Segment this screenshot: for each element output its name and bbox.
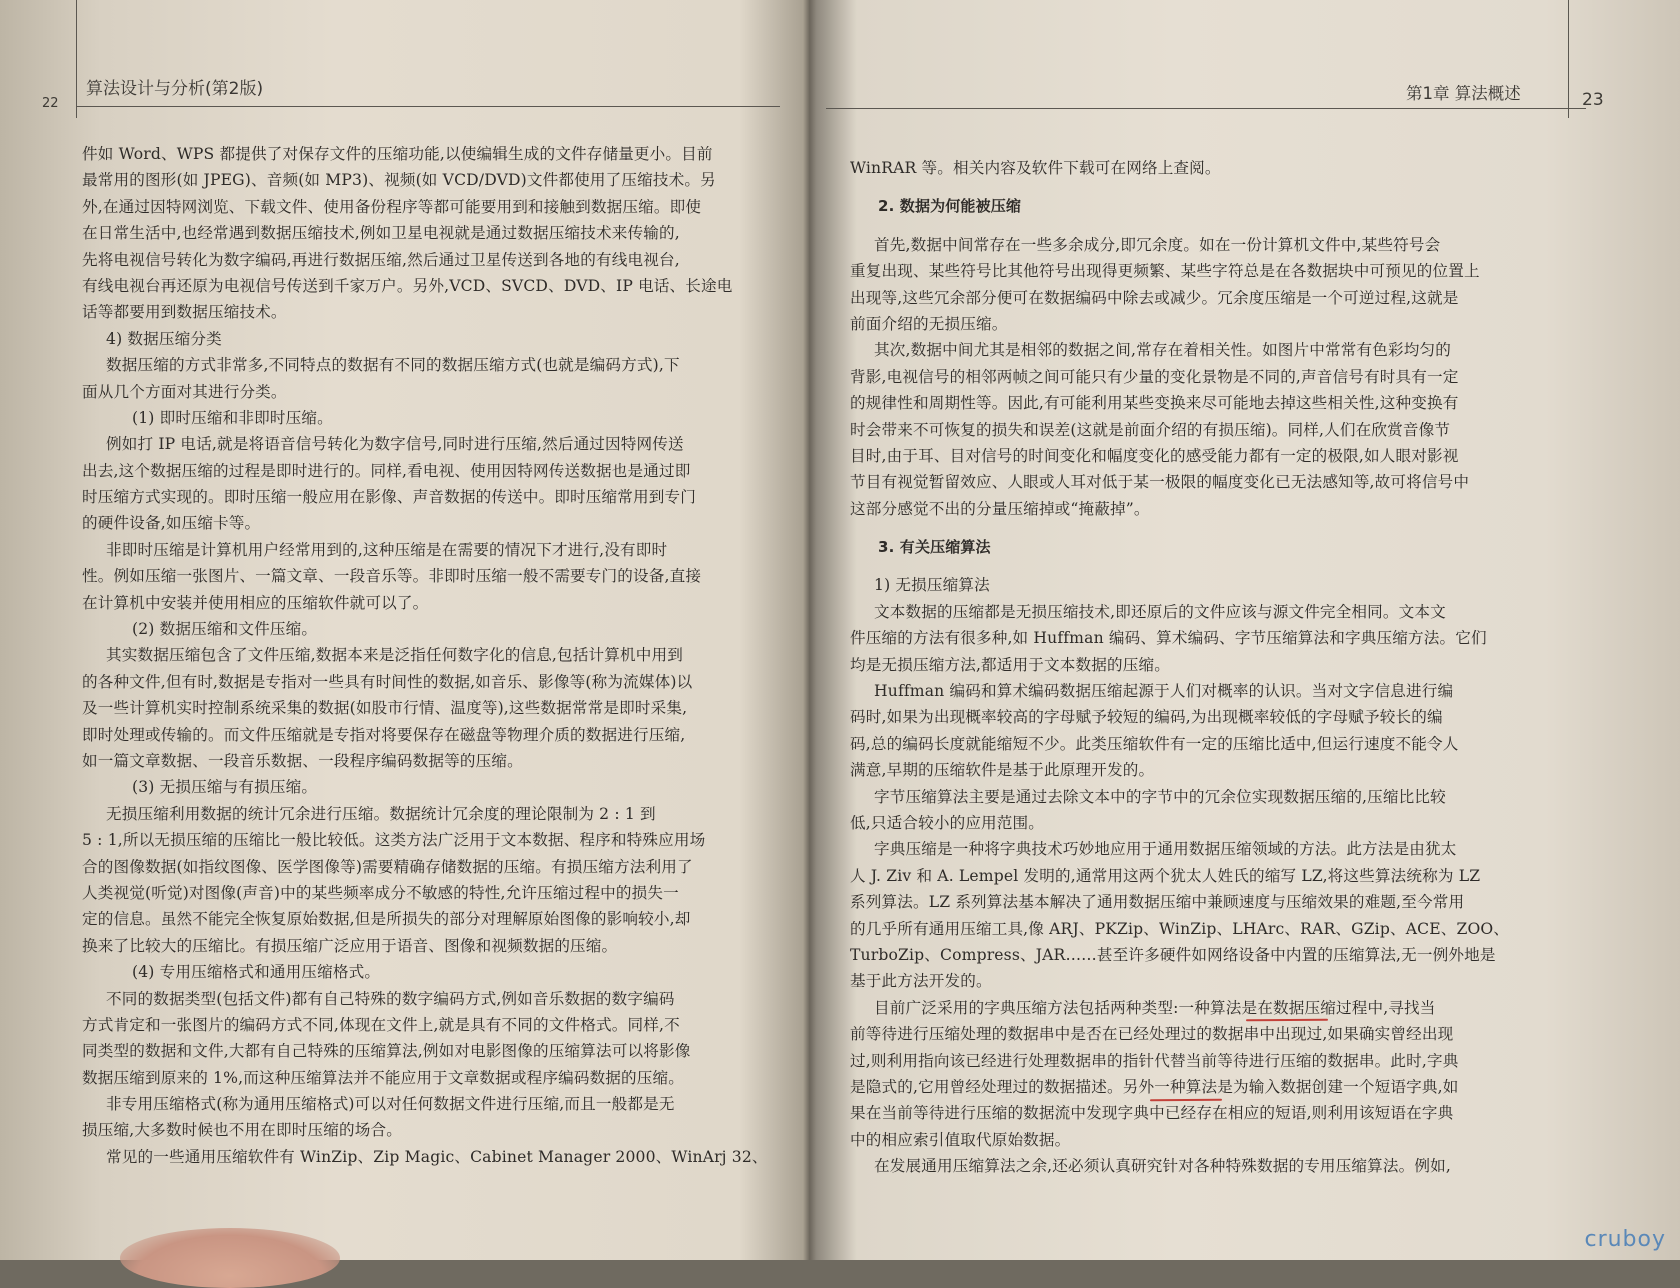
text-line: 是隐式的,它用曾经处理过的数据描述。另外一种算法是为输入数据创建一个短语字典,如 [850, 1077, 1459, 1096]
text-line: 及一些计算机实时控制系统采集的数据(如股市行情、温度等),这些数据常常是即时采集, [82, 699, 688, 718]
text-line: 均是无损压缩方法,都适用于文本数据的压缩。 [850, 655, 1170, 674]
text-line: 在发展通用压缩算法之余,还必须认真研究针对各种特殊数据的专用压缩算法。例如, [874, 1157, 1451, 1176]
text-line: 外,在通过因特网浏览、下载文件、使用备份程序等都可能要用到和接触到数据压缩。即使 [82, 197, 702, 216]
text-line: 过,则利用指向该已经进行处理数据串的指针代替当前等待进行压缩的数据串。此时,字典 [850, 1051, 1459, 1070]
text-line: (4) 专用压缩格式和通用压缩格式。 [132, 963, 381, 982]
text-line: 码,总的编码长度就能缩短不少。此类压缩软件有一定的压缩比适中,但运行速度不能令人 [850, 734, 1459, 753]
text-line: 满意,早期的压缩软件是基于此原理开发的。 [850, 761, 1155, 780]
text-line: 件压缩的方法有很多种,如 Huffman 编码、算术编码、字节压缩算法和字典压缩方法。它们 [850, 629, 1487, 648]
right-header-vertical-rule [1568, 0, 1569, 118]
text-line: 字节压缩算法主要是通过去除文本中的字节中的冗余位实现数据压缩的,压缩比比较 [874, 787, 1446, 806]
text-line: 首先,数据中间常存在一些多余成分,即冗余度。如在一份计算机文件中,某些符号会 [874, 235, 1441, 254]
text-line: 目时,由于耳、目对信号的时间变化和幅度变化的感受能力都有一定的极限,如人眼对影视 [850, 446, 1459, 465]
text-line: 果在当前等待进行压缩的数据流中发现字典中已经存在相应的短语,则利用该短语在字典 [850, 1104, 1454, 1123]
text-line: 面从几个方面对其进行分类。 [82, 382, 287, 401]
watermark-text: cruboy [1584, 1227, 1666, 1252]
text-line: 背影,电视信号的相邻两帧之间可能只有少量的变化景物是不同的,声音信号有时具有一定 [850, 367, 1459, 386]
text-line: (1) 即时压缩和非即时压缩。 [132, 408, 333, 427]
right-header-title: 第1章 算法概述 [1406, 84, 1521, 103]
text-line: 常见的一些通用压缩软件有 WinZip、Zip Magic、Cabinet Manager 2000、WinArj 32、 [106, 1147, 768, 1166]
text-line: 出去,这个数据压缩的过程是即时进行的。同样,看电视、使用因特网传送数据也是通过即 [82, 461, 691, 480]
text-line: 数据压缩到原来的 1%,而这种压缩算法并不能应用于文章数据或程序编码数据的压缩。 [82, 1068, 685, 1087]
finger-edge [120, 1228, 340, 1288]
text-line: Huffman 编码和算术编码数据压缩起源于人们对概率的认识。当对文字信息进行编 [874, 682, 1454, 701]
section-heading: 2. 数据为何能被压缩 [878, 197, 1022, 216]
right-header-rule [826, 108, 1586, 109]
text-line: 如一篇文章数据、一段音乐数据、一段程序编码数据等的压缩。 [82, 751, 523, 770]
text-line: 定的信息。虽然不能完全恢复原始数据,但是所损失的部分对理解原始图像的影响较小,却 [82, 910, 691, 929]
text-line: 字典压缩是一种将字典技术巧妙地应用于通用数据压缩领域的方法。此方法是由犹太 [874, 840, 1457, 859]
section-spacer [850, 560, 1572, 572]
text-line: (3) 无损压缩与有损压缩。 [132, 778, 318, 797]
text-line: 中的相应索引值取代原始数据。 [850, 1130, 1071, 1149]
text-line: 系列算法。LZ 系列算法基本解决了通用数据压缩中兼顾速度与压缩效果的难题,至今常用 [850, 893, 1465, 912]
left-header-vertical-rule [76, 0, 77, 118]
right-page-number: 23 [1582, 90, 1604, 110]
right-page-body [850, 155, 1572, 1179]
text-line: WinRAR 等。相关内容及软件下载可在网络上查阅。 [850, 159, 1221, 177]
text-line: (2) 数据压缩和文件压缩。 [132, 620, 318, 639]
text-line: 损压缩,大多数时候也不用在即时压缩的场合。 [82, 1121, 402, 1140]
text-line: 目前广泛采用的字典压缩方法包括两种类型:一种算法是在数据压缩过程中,寻找当 [874, 998, 1436, 1017]
left-header-title: 算法设计与分析(第2版) [86, 79, 264, 99]
text-line: TurboZip、Compress、JAR……甚至许多硬件如网络设备中内置的压缩算法,无一例外地是 [850, 945, 1496, 964]
text-line: 例如打 IP 电话,就是将语音信号转化为数字信号,同时进行压缩,然后通过因特网传送 [106, 435, 684, 454]
left-page-body [82, 141, 782, 1170]
section-spacer [850, 181, 1572, 193]
text-line: 即时处理或传输的。而文件压缩就是专指对将要保存在磁盘等物理介质的数据进行压缩, [82, 725, 686, 744]
text-line: 人 J. Ziv 和 A. Lempel 发明的,通常用这两个犹太人姓氏的缩写 LZ,将这些算法统称为 LZ [850, 866, 1481, 885]
text-line: 出现等,这些冗余部分便可在数据编码中除去或减少。冗余度压缩是一个可逆过程,这就是 [850, 288, 1459, 307]
text-line: 数据压缩的方式非常多,不同特点的数据有不同的数据压缩方式(也就是编码方式),下 [106, 356, 680, 375]
text-line: 码时,如果为出现概率较高的字母赋予较短的编码,为出现概率较低的字母赋予较长的编 [850, 708, 1443, 727]
text-line: 无损压缩利用数据的统计冗余进行压缩。数据统计冗余度的理论限制为 2 : 1 到 [106, 804, 656, 823]
text-line: 同类型的数据和文件,大都有自己特殊的压缩算法,例如对电影图像的压缩算法可以将影像 [82, 1042, 691, 1061]
text-line: 不同的数据类型(包括文件)都有自己特殊的数字编码方式,例如音乐数据的数字编码 [106, 989, 675, 1008]
section-spacer [850, 522, 1572, 534]
text-line: 其实数据压缩包含了文件压缩,数据本来是泛指任何数字化的信息,包括计算机中用到 [106, 646, 683, 665]
left-page [0, 0, 800, 1260]
text-line: 人类视觉(听觉)对图像(声音)中的某些频率成分不敏感的特性,允许压缩过程中的损失一 [82, 883, 679, 902]
text-line: 先将电视信号转化为数字编码,再进行数据压缩,然后通过卫星传送到各地的有线电视台, [82, 250, 680, 269]
text-line: 前等待进行压缩处理的数据串中是否在已经处理过的数据串中出现过,如果确实曾经出现 [850, 1025, 1454, 1044]
text-line: 有线电视台再还原为电视信号传送到千家万户。另外,VCD、SVCD、DVD、IP 电话、长途电 [82, 276, 733, 295]
text-line: 非即时压缩是计算机用户经常用到的,这种压缩是在需要的情况下才进行,没有即时 [106, 540, 668, 559]
text-line: 5 : 1,所以无损压缩的压缩比一般比较低。这类方法广泛用于文本数据、程序和特殊应用场 [82, 831, 706, 850]
section-spacer [850, 220, 1572, 232]
text-line: 的几乎所有通用压缩工具,像 ARJ、PKZip、WinZip、LHArc、RAR、GZip、ACE、ZOO、 [850, 919, 1510, 938]
text-line: 文本数据的压缩都是无损压缩技术,即还原后的文件应该与源文件完全相同。文本文 [874, 602, 1446, 621]
text-line: 合的图像数据(如指纹图像、医学图像等)需要精确存储数据的压缩。有损压缩方法利用了 [82, 857, 693, 876]
text-line: 4) 数据压缩分类 [106, 329, 222, 348]
text-line: 的各种文件,但有时,数据是专指对一些具有时间性的数据,如音乐、影像等(称为流媒体)以 [82, 672, 693, 691]
section-heading: 3. 有关压缩算法 [878, 538, 991, 557]
text-line: 时会带来不可恢复的损失和误差(这就是前面介绍的有损压缩)。同样,人们在欣赏音像节 [850, 420, 1451, 439]
text-line: 件如 Word、WPS 都提供了对保存文件的压缩功能,以使编辑生成的文件存储量更小。目前 [82, 145, 713, 163]
text-line: 1) 无损压缩算法 [874, 576, 990, 595]
left-page-number: 22 [42, 96, 59, 111]
text-line: 方式肯定和一张图片的编码方式不同,体现在文件上,就是具有不同的文件格式。同样,不 [82, 1015, 680, 1034]
left-header-rule [76, 106, 780, 107]
text-line: 基于此方法开发的。 [850, 972, 992, 991]
text-line: 低,只适合较小的应用范围。 [850, 813, 1045, 832]
text-line: 的规律性和周期性等。因此,有可能利用某些变换来尽可能地去掉这些相关性,这种变换有 [850, 394, 1459, 413]
text-line: 最常用的图形(如 JPEG)、音频(如 MP3)、视频(如 VCD/DVD)文件都使用了压缩技术。另 [82, 171, 716, 190]
text-line: 在日常生活中,也经常遇到数据压缩技术,例如卫星电视就是通过数据压缩技术来传输的, [82, 224, 680, 243]
text-line: 其次,数据中间尤其是相邻的数据之间,常存在着相关性。如图片中常常有色彩均匀的 [874, 341, 1451, 360]
text-line: 时压缩方式实现的。即时压缩一般应用在影像、声音数据的传送中。即时压缩常用到专门 [82, 488, 697, 507]
text-line: 换来了比较大的压缩比。有损压缩广泛应用于语音、图像和视频数据的压缩。 [82, 936, 618, 955]
text-line: 节目有视觉暂留效应、人眼或人耳对低于某一极限的幅度变化已无法感知等,故可将信号中 [850, 473, 1470, 492]
right-page [806, 0, 1680, 1260]
text-line: 前面介绍的无损压缩。 [850, 314, 1008, 333]
text-line: 性。例如压缩一张图片、一篇文章、一段音乐等。非即时压缩一般不需要专门的设备,直接 [82, 567, 702, 586]
text-line: 非专用压缩格式(称为通用压缩格式)可以对任何数据文件进行压缩,而且一般都是无 [106, 1095, 675, 1114]
text-line: 重复出现、某些符号比其他符号出现得更频繁、某些字符总是在各数据块中可预见的位置上 [850, 262, 1480, 281]
text-line: 的硬件设备,如压缩卡等。 [82, 514, 261, 533]
text-line: 话等都要用到数据压缩技术。 [82, 303, 287, 322]
text-line: 在计算机中安装并使用相应的压缩软件就可以了。 [82, 593, 429, 612]
text-line: 这部分感觉不出的分量压缩掉或“掩蔽掉”。 [850, 499, 1150, 518]
